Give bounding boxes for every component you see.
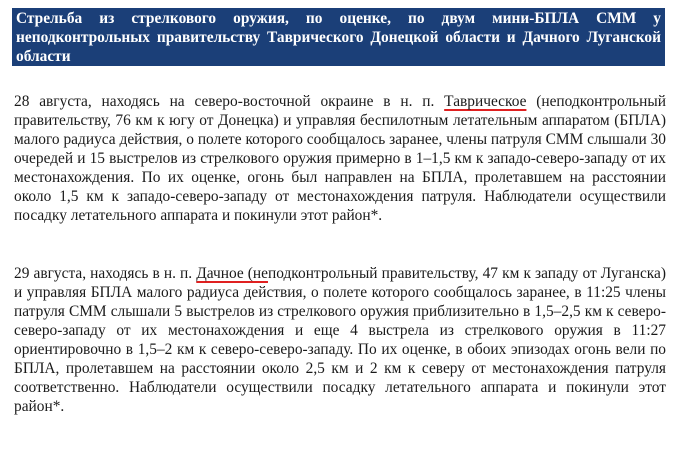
paragraph-text: (неподконтрольный правительству, 76 км к югу от Донецка) и управляя беспилотным летательным аппаратом (БПЛА) малого радиуса действия, о полете которого сообщалось заранее, члены патруля СММ слышали 30 очередей и 15 выстрелов из стрелкового оружия примерно в 1–1,5 км к западо-северо-западу от их местонахождения. По их оценке, огонь был направлен на БПЛА, пролетавшем на расстоянии около 1,5 км к западо-северо-западу от местонахождения патруля. Наблюдатели осуществили посадку летательного аппарата и покинули этот район*. [14, 93, 666, 224]
paragraph-text: 29 августа, находясь в н. п. [14, 265, 197, 282]
paragraph-august-29 [14, 264, 666, 416]
place-name-tavricheskoe: Таврическое [444, 93, 527, 110]
paragraph-text: подконтрольный правительству, 47 км к западу от Луганска) и управляя БПЛА малого радиуса действия, о полете которого сообщалось заранее, в 11:25 члены патруля СММ слышали 5 выстрелов из стрелкового оружия приблизительно в 1,5–2,5 км к северо-северо-западу от их местонахождения и еще 4 выстрела из стрелкового оружия в 11:27 ориентировочно в 1,5–2 км к северо-северо-западу. По их оценке, в обоих эпизодах огонь вели по БПЛА, пролетавшем на расстоянии около 2,5 км и 2 км к северу от местонахождения патруля соответственно. Наблюдатели осуществили посадку летательного аппарата и покинули этот район*. [14, 265, 666, 415]
paragraph-text: 28 августа, находясь на северо-восточной окраине в н. п. [14, 93, 445, 110]
section-heading: Стрельба из стрелкового оружия, по оценке, по двум мини-БПЛА СММ у неподконтрольных правительству Таврического Донецкой области и Дачного Луганской области [12, 8, 665, 66]
paragraph-august-28 [14, 92, 666, 225]
place-name-dachnoe: Дачное (не [196, 265, 268, 282]
